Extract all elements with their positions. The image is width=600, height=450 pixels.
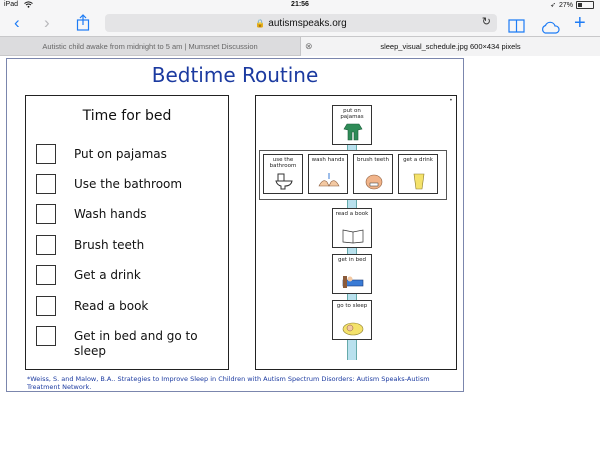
tab-bar: [0, 36, 600, 56]
back-icon[interactable]: ‹: [14, 13, 20, 32]
schedule-image: [6, 58, 464, 392]
task-item: [36, 144, 204, 164]
checkbox[interactable]: [36, 235, 56, 255]
task-label: Read a book: [74, 299, 149, 313]
task-item: [36, 204, 204, 224]
card-brush-teeth: [353, 154, 393, 194]
battery-percent: 27%: [558, 1, 573, 9]
task-label: Get in bed and go to sleep: [74, 329, 198, 358]
clock: 21:56: [291, 1, 309, 8]
task-item: [36, 265, 204, 285]
card-go-to-sleep: [332, 300, 372, 340]
address-bar[interactable]: [105, 14, 497, 32]
book-icon: [341, 226, 365, 244]
checkbox[interactable]: [36, 265, 56, 285]
visual-schedule-panel: [255, 95, 457, 370]
card-label: use the bathroom: [269, 157, 297, 169]
card-label: brush teeth: [357, 157, 389, 163]
task-label: Use the bathroom: [74, 177, 183, 191]
battery-icon: [576, 1, 594, 9]
corner-mark: •: [449, 98, 452, 104]
card-get-in-bed: [332, 254, 372, 294]
task-label: Brush teeth: [74, 238, 145, 252]
card-put-on-pajamas: [332, 105, 372, 145]
tab-sleep-schedule[interactable]: sleep_visual_schedule.jpg 600×434 pixels: [301, 37, 600, 56]
card-use-the-bathroom: [263, 154, 303, 194]
task-label: Wash hands: [74, 207, 147, 221]
task-label: Get a drink: [74, 268, 141, 282]
card-label: read a book: [335, 211, 369, 217]
task-item: [36, 174, 204, 194]
checkbox[interactable]: [36, 296, 56, 316]
card-label: wash hands: [311, 157, 345, 163]
reload-icon[interactable]: ↻: [481, 16, 491, 28]
carrier-label: iPad: [4, 1, 19, 8]
checkbox[interactable]: [36, 174, 56, 194]
new-tab-icon[interactable]: +: [574, 12, 586, 34]
checkbox[interactable]: [36, 204, 56, 224]
forward-icon[interactable]: ›: [44, 13, 50, 32]
task-item: [36, 326, 204, 359]
browser-toolbar: [0, 10, 600, 36]
lock-icon: 🔒: [255, 18, 266, 28]
url-text: autismspeaks.org: [268, 17, 347, 29]
task-item: [36, 296, 204, 316]
toothbrush-icon: [362, 172, 386, 190]
tab-mumsnet[interactable]: Autistic child awake from midnight to 5 am | Mumsnet Discussion: [0, 37, 301, 56]
card-label: put on pajamas: [340, 108, 364, 120]
location-icon: ➶: [550, 2, 556, 9]
bed-icon: [341, 272, 365, 290]
sleep-icon: [341, 318, 365, 336]
card-wash-hands: [308, 154, 348, 194]
hands-icon: [317, 172, 341, 190]
card-label: get a drink: [403, 157, 433, 163]
card-label: get in bed: [338, 257, 366, 263]
citation-text: *Weiss, S. and Malow, B.A.. Strategies to Improve Sleep in Children with Autism Spectrum Disorders: Autism Speaks-Autism Treatment Network.: [27, 375, 430, 391]
toilet-icon: [272, 172, 296, 190]
checkbox[interactable]: [36, 144, 56, 164]
status-bar: [0, 0, 600, 10]
pajamas-icon: [341, 123, 365, 141]
card-get-a-drink: [398, 154, 438, 194]
drink-icon: [407, 172, 431, 190]
checklist-header: Time for bed: [82, 108, 172, 124]
card-label: go to sleep: [336, 303, 368, 309]
task-label: Put on pajamas: [74, 147, 167, 161]
tab-close-icon[interactable]: ⊗: [305, 41, 313, 51]
checkbox[interactable]: [36, 326, 56, 346]
task-item: [36, 235, 204, 255]
page-title: Bedtime Routine: [151, 63, 319, 87]
card-read-a-book: [332, 208, 372, 248]
checklist-panel: [25, 95, 229, 370]
